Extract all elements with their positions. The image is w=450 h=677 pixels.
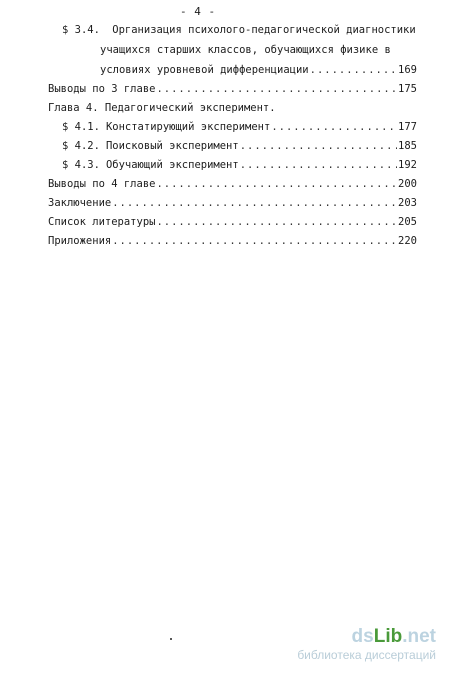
toc-page-number: 185 (398, 140, 417, 152)
toc-entry-appendix[interactable] (48, 234, 417, 248)
toc-leader-dots (310, 63, 397, 77)
toc-leader-dots (156, 177, 397, 191)
toc-entry-title: Обучающий эксперимент (105, 159, 239, 171)
toc-entry-4-2[interactable] (62, 139, 417, 153)
toc-section-number: $ 4.2. (62, 140, 100, 152)
toc-page-number: 175 (398, 83, 417, 95)
toc-section-number: $ 4.3. (62, 159, 100, 171)
toc-leader-dots (271, 120, 397, 134)
toc-page-number: 200 (398, 178, 417, 190)
toc-leader-dots (240, 158, 397, 172)
toc-entry-title: Заключение (48, 197, 112, 209)
toc-entry-4-3[interactable] (62, 158, 417, 172)
toc-page-number: 169 (398, 64, 417, 76)
toc-entry-title: Констатирующий эксперимент (105, 121, 271, 133)
toc-entry-title: Выводы по 4 главе (48, 178, 156, 190)
toc-section-number: $ 3.4. (62, 24, 100, 36)
toc-leader-dots (112, 234, 397, 248)
page-number: - 4 - (180, 5, 216, 18)
toc-page-number: 192 (398, 159, 417, 171)
watermark (297, 626, 436, 662)
toc-entry-title: Организация психолого-педагогической диагностики (112, 24, 416, 36)
toc-page-number: 203 (398, 197, 417, 209)
toc-entry-4-1[interactable] (62, 120, 417, 134)
toc-leader-dots (112, 196, 397, 210)
watermark-subtitle: библиотека диссертаций (297, 648, 436, 662)
toc-entry-title: Поисковый эксперимент (105, 140, 239, 152)
toc-entry-references[interactable] (48, 215, 417, 229)
toc-entry-title: Приложения (48, 235, 112, 247)
stray-mark (170, 638, 172, 640)
toc-section-3-4-second-line: учащихся старших классов, обучающихся физике в (100, 44, 391, 56)
watermark-logo (297, 626, 436, 648)
toc-section-number: $ 4.1. (62, 121, 100, 133)
watermark-logo-part: ds (351, 626, 374, 647)
watermark-logo-part: Lib (373, 626, 403, 647)
toc-page-number: 220 (398, 235, 417, 247)
toc-page-number: 205 (398, 216, 417, 228)
toc-leader-dots (156, 215, 397, 229)
toc-section-3-4-first-line (62, 23, 416, 37)
toc-page-number: 177 (398, 121, 417, 133)
toc-chapter-4-heading[interactable]: Глава 4. Педагогический эксперимент. (48, 102, 276, 114)
toc-entry-title: Выводы по 3 главе (48, 83, 156, 95)
watermark-logo-part: .net (402, 626, 436, 647)
toc-leader-dots (156, 82, 397, 96)
toc-entry-title: Список литературы (48, 216, 156, 228)
toc-entry-conclusions-3[interactable] (48, 82, 417, 96)
toc-leader-dots (240, 139, 397, 153)
toc-entry-title: условиях уровневой дифференциации (100, 64, 309, 76)
toc-entry-3-4[interactable] (100, 63, 417, 77)
toc-entry-conclusion[interactable] (48, 196, 417, 210)
toc-entry-conclusions-4[interactable] (48, 177, 417, 191)
